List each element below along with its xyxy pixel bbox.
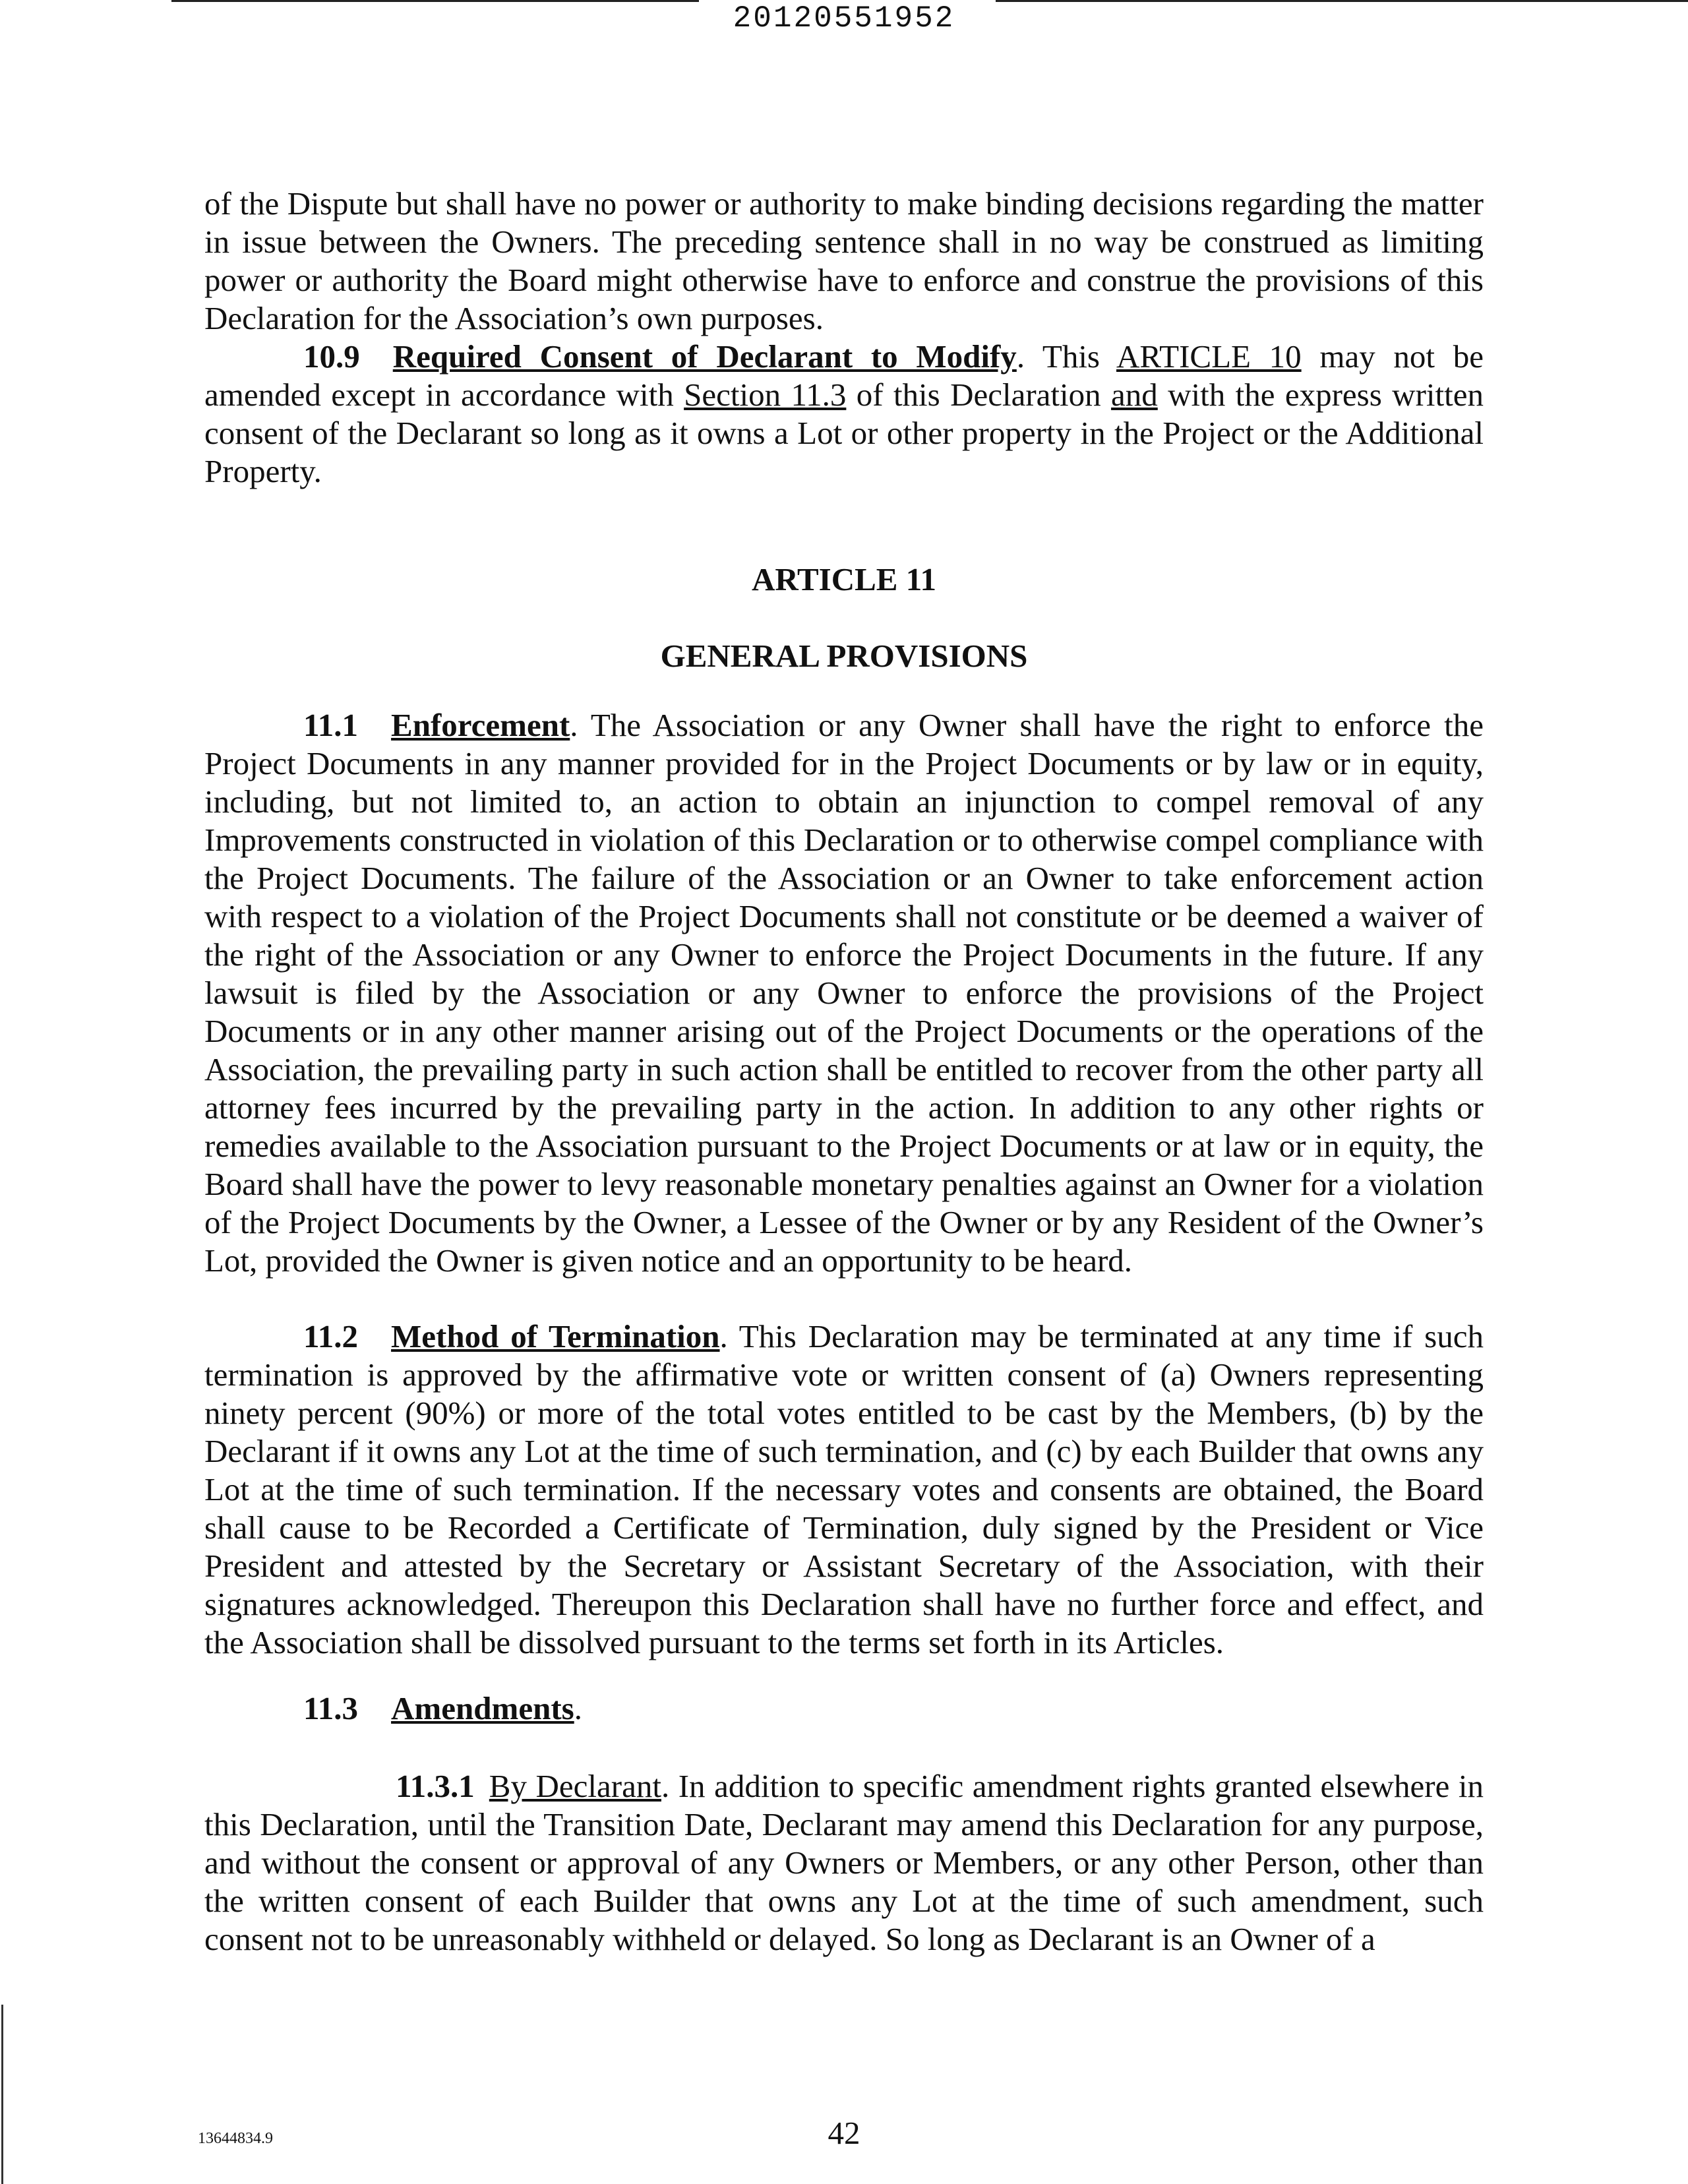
article-title: GENERAL PROVISIONS: [660, 638, 1028, 674]
section-11-1: [204, 706, 1484, 1280]
section-text: may not be amended except in accordance with: [204, 338, 1484, 413]
section-11-3-1: [204, 1767, 1484, 1958]
article-heading: ARTICLE 11: [751, 561, 937, 597]
paragraph-text: of the Dispute but shall have no power or authority to make binding decisions regarding the matter in issue between the Owners. The preceding sentence shall in no way be construed as limiting power or authority the Board might otherwise have to enforce and construe the provisions of this Declaration for the Association’s own purposes.: [204, 185, 1484, 336]
section-text: . This Declaration may be terminated at any time if such termination is approved by the affirmative vote or written consent of (a) Owners representing ninety percent (90%) or more of the total votes entitled to be cast by the Members, (b) by the Declarant if it owns any Lot at the time of such termination, and (c) by each Builder that owns any Lot at the time of such termination. If the necessary votes and consents are obtained, the Board shall cause to be Recorded a Certificate of Termination, duly signed by the President or Vice President and attested by the Secretary or Assistant Secretary of the Association, with their signatures acknowledged. Thereupon this Declaration shall have no further force and effect, and the Association shall be dissolved pursuant to the terms set forth in its Articles.: [204, 1318, 1484, 1660]
section-10-9: [204, 338, 1484, 491]
section-title: Enforcement: [391, 707, 570, 743]
emphasis-and: and: [1111, 377, 1158, 413]
section-11-3-1-paragraph: [204, 1767, 1484, 1958]
section-text: . This: [1016, 338, 1117, 375]
footer-document-id: 13644834.9: [198, 2130, 273, 2147]
section-text: . In addition to specific amendment rights granted elsewhere in this Declaration, until the Transition Date, Declarant may amend this Declaration for any purpose, and without the consent or approval of any Owners or Members, or any other Person, other than the written consent of each Builder that owns any Lot at the time of such amendment, such consent not to be unreasonably withheld or delayed. So long as Declarant is an Owner of a: [204, 1768, 1484, 1957]
scan-margin-mark: [1, 2005, 3, 2184]
section-number: 11.3.1: [396, 1768, 475, 1804]
cross-reference: ARTICLE 10: [1116, 338, 1302, 375]
continuation-paragraph: [204, 185, 1484, 338]
section-11-1-paragraph: [204, 706, 1484, 1280]
section-11-2-paragraph: [204, 1318, 1484, 1662]
section-10-9-paragraph: [204, 338, 1484, 491]
section-title: Amendments: [391, 1690, 574, 1726]
section-11-3-heading: [204, 1689, 1484, 1728]
recording-number: 20120551952: [733, 1, 955, 36]
section-title: Required Consent of Declarant to Modify: [392, 338, 1017, 375]
section-title: By Declarant: [489, 1768, 661, 1804]
section-11-2: [204, 1318, 1484, 1662]
section-number: 10.9: [303, 338, 360, 375]
section-number: 11.2: [303, 1318, 359, 1354]
section-text: with the express written consent of the Declarant so long as it owns a Lot or other property in the Project or the Additional Property.: [204, 377, 1484, 489]
section-title: Method of Termination: [391, 1318, 720, 1354]
cross-reference: Section 11.3: [684, 377, 847, 413]
section-period: .: [574, 1690, 582, 1726]
section-text: of this Declaration: [846, 377, 1112, 413]
section-11-3: [204, 1689, 1484, 1728]
section-text: . The Association or any Owner shall have the right to enforce the Project Documents in any manner provided for in the Project Documents or by law or in equity, including, but not limited to, an action to obtain an injunction to compel removal of any Improvements constructed in violation of this Declaration or to otherwise compel compliance with the Project Documents. The failure of the Association or an Owner to take enforcement action with respect to a violation of the Project Documents shall not constitute or be deemed a waiver of the right of the Association or any Owner to enforce the Project Documents in the future. If any lawsuit is filed by the Association or any Owner to enforce the provisions of the Project Documents or in any other manner arising out of the Project Documents or the operations of the Association, the prevailing party in such action shall be entitled to recover from the other party all attorney fees incurred by the prevailing party in the action. In addition to any other rights or remedies available to the Association pursuant to the Project Documents or at law or in equity, the Board shall have the power to levy reasonable monetary penalties against an Owner for a violation of the Project Documents by the Owner, a Lessee of the Owner or by any Resident of the Owner’s Lot, provided the Owner is given notice and an opportunity to be heard.: [204, 707, 1484, 1279]
page-number: 42: [828, 2115, 860, 2151]
section-number: 11.3: [303, 1690, 359, 1726]
section-number: 11.1: [303, 707, 359, 743]
